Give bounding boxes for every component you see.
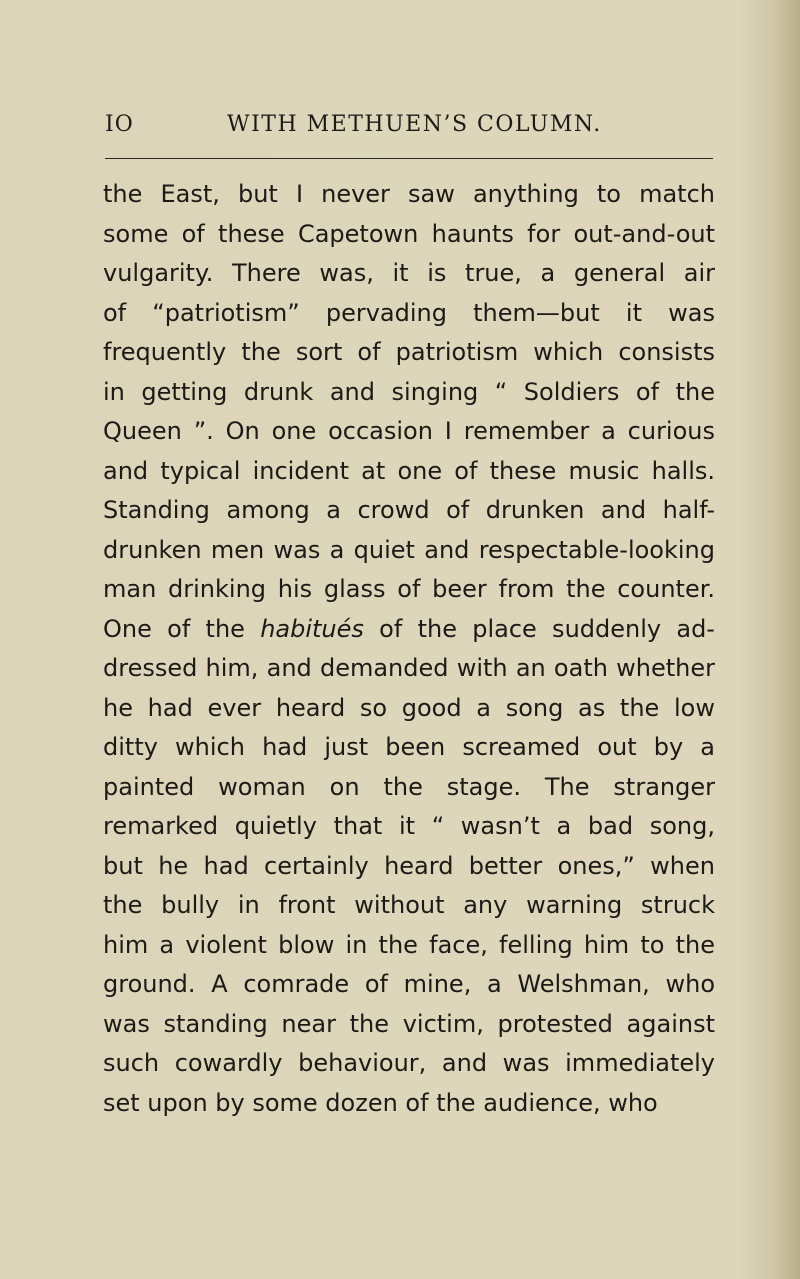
text-line: Queen ”. On one occasion I remember a curious [103,417,715,445]
text-line: of “patriotism” pervading them—but it was [103,298,715,327]
text-line: he had ever heard so good a song as the low [103,693,715,722]
text-line: Standing among a crowd of drunken and half- [103,496,715,524]
running-title: WITH METHUEN’S COLUMN. [227,112,602,137]
text-line: drunken men was a quiet and respectable-looking [103,535,715,564]
text-line-mixed [103,610,715,650]
text-line: frequently the sort of patriotism which consists [103,338,715,366]
header-rule [105,158,713,159]
text-line: ditty which had just been screamed out by a [103,733,715,761]
page-header [105,112,705,146]
text-segment: One of the [103,614,245,643]
text-line: painted woman on the stage. The stranger [103,772,715,801]
text-line: but he had certainly heard better ones,” when [103,851,715,880]
body-text [103,175,715,1123]
text-line: and typical incident at one of these music halls. [103,456,715,485]
text-line: him a violent blow in the face, felling him to the [103,930,715,959]
italic-term: habitués [260,614,364,643]
text-line: ground. A comrade of mine, a Welshman, who [103,970,715,998]
text-line: in getting drunk and singing “ Soldiers of the [103,377,715,406]
page-number: IO [105,112,134,137]
text-line: such cowardly behaviour, and was immediately [103,1049,715,1077]
text-line: dressed him, and demanded with an oath whether [103,654,715,682]
text-line: some of these Capetown haunts for out-and-out [103,219,715,248]
text-segment: of the place suddenly ad- [379,614,715,643]
text-line: the East, but I never saw anything to match [103,180,715,208]
text-line: remarked quietly that it “ wasn’t a bad song, [103,812,715,840]
text-line: the bully in front without any warning struck [103,891,715,919]
text-line: set upon by some dozen of the audience, who [103,1088,658,1117]
text-line: vulgarity. There was, it is true, a general air [103,259,715,287]
text-line: was standing near the victim, protested against [103,1009,715,1038]
text-line: man drinking his glass of beer from the counter. [103,575,715,603]
